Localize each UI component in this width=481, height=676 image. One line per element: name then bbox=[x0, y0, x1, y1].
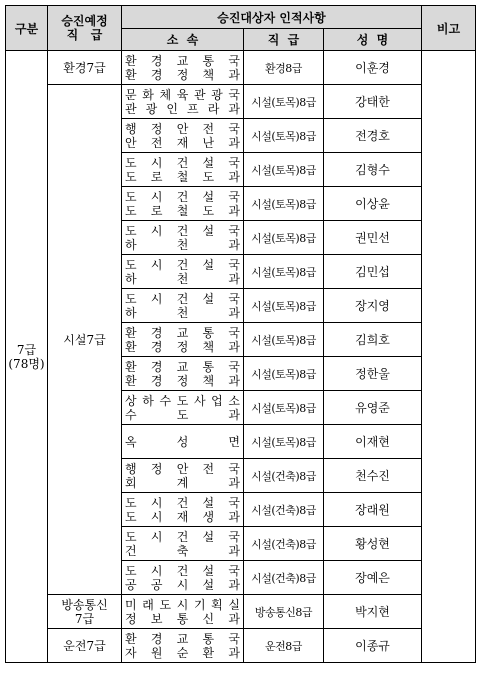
name-cell: 김형수 bbox=[324, 153, 422, 187]
department-line: 환 경 교 통 국 bbox=[125, 325, 240, 340]
header-remarks: 비고 bbox=[422, 6, 476, 51]
division-cell: 7급 (78명) bbox=[6, 51, 48, 663]
department-line: 환 경 교 통 국 bbox=[125, 631, 240, 646]
name-cell: 유영준 bbox=[324, 391, 422, 425]
remarks-cell bbox=[422, 51, 476, 663]
header-name: 성 명 bbox=[324, 29, 422, 51]
table-row bbox=[6, 85, 476, 119]
department-cell bbox=[122, 323, 244, 357]
department-cell bbox=[122, 595, 244, 629]
department-cell bbox=[122, 221, 244, 255]
name-cell: 정한울 bbox=[324, 357, 422, 391]
department-line: 환 경 정 책 과 bbox=[125, 67, 240, 82]
name-cell: 이상윤 bbox=[324, 187, 422, 221]
department-cell bbox=[122, 493, 244, 527]
department-cell bbox=[122, 289, 244, 323]
department-line: 관 광 인 프 라 과 bbox=[125, 101, 240, 116]
target-rank-cell: 환경7급 bbox=[48, 51, 122, 85]
department-line: 하 천 과 bbox=[125, 271, 240, 286]
department-line: 자 원 순 환 과 bbox=[125, 645, 240, 660]
department-line: 도 시 건 설 국 bbox=[125, 257, 240, 272]
table-row bbox=[6, 595, 476, 629]
name-cell: 박지현 bbox=[324, 595, 422, 629]
department-line: 환 경 교 통 국 bbox=[125, 359, 240, 374]
name-cell: 권민선 bbox=[324, 221, 422, 255]
department-line: 행 정 안 전 국 bbox=[125, 121, 240, 136]
current-rank-cell: 시설(토목)8급 bbox=[244, 187, 324, 221]
name-cell: 이종규 bbox=[324, 629, 422, 663]
department-line: 도 시 건 설 국 bbox=[125, 495, 240, 510]
department-line: 안 전 재 난 과 bbox=[125, 135, 240, 150]
department-line: 하 천 과 bbox=[125, 237, 240, 252]
department-cell bbox=[122, 561, 244, 595]
department-line: 도 시 건 설 국 bbox=[125, 529, 240, 544]
current-rank-cell: 운전8급 bbox=[244, 629, 324, 663]
header-target-rank: 승진예정 직 급 bbox=[48, 6, 122, 51]
department-line: 도 시 건 설 국 bbox=[125, 563, 240, 578]
current-rank-cell: 시설(건축)8급 bbox=[244, 493, 324, 527]
current-rank-cell: 시설(건축)8급 bbox=[244, 459, 324, 493]
current-rank-cell: 시설(토목)8급 bbox=[244, 425, 324, 459]
department-line: 건 축 과 bbox=[125, 543, 240, 558]
name-cell: 이훈경 bbox=[324, 51, 422, 85]
current-rank-cell: 시설(토목)8급 bbox=[244, 357, 324, 391]
current-rank-cell: 시설(토목)8급 bbox=[244, 323, 324, 357]
name-cell: 강태한 bbox=[324, 85, 422, 119]
current-rank-cell: 시설(토목)8급 bbox=[244, 85, 324, 119]
department-line: 정 보 통 신 과 bbox=[125, 611, 240, 626]
department-line: 도 시 재 생 과 bbox=[125, 509, 240, 524]
name-cell: 천수진 bbox=[324, 459, 422, 493]
current-rank-cell: 시설(토목)8급 bbox=[244, 391, 324, 425]
department-line: 도 로 철 도 과 bbox=[125, 169, 240, 184]
department-line: 환 경 정 책 과 bbox=[125, 373, 240, 388]
department-line: 도 로 철 도 과 bbox=[125, 203, 240, 218]
header-current-rank: 직 급 bbox=[244, 29, 324, 51]
name-cell: 장래원 bbox=[324, 493, 422, 527]
target-rank-cell: 방송통신 7급 bbox=[48, 595, 122, 629]
department-cell bbox=[122, 357, 244, 391]
department-cell bbox=[122, 425, 244, 459]
department-line: 옥 성 면 bbox=[125, 434, 240, 449]
department-line: 하 천 과 bbox=[125, 305, 240, 320]
table-row bbox=[6, 629, 476, 663]
department-line: 공 공 시 설 과 bbox=[125, 577, 240, 592]
department-line: 환 경 정 책 과 bbox=[125, 339, 240, 354]
name-cell: 황성현 bbox=[324, 527, 422, 561]
department-line: 상 하 수 도 사 업 소 bbox=[125, 393, 240, 408]
name-cell: 김민섭 bbox=[324, 255, 422, 289]
current-rank-cell: 방송통신8급 bbox=[244, 595, 324, 629]
department-line: 수 도 과 bbox=[125, 407, 240, 422]
promotion-candidates-table bbox=[5, 5, 476, 663]
name-cell: 전경호 bbox=[324, 119, 422, 153]
name-cell: 장지영 bbox=[324, 289, 422, 323]
department-line: 도 시 건 설 국 bbox=[125, 189, 240, 204]
department-line: 행 정 안 전 국 bbox=[125, 461, 240, 476]
current-rank-cell: 시설(토목)8급 bbox=[244, 289, 324, 323]
department-cell bbox=[122, 391, 244, 425]
department-cell bbox=[122, 119, 244, 153]
department-cell bbox=[122, 629, 244, 663]
header-department: 소 속 bbox=[122, 29, 244, 51]
target-rank-cell: 시설7급 bbox=[48, 85, 122, 595]
department-line: 문 화 체 육 관 광 국 bbox=[125, 87, 240, 102]
current-rank-cell: 시설(건축)8급 bbox=[244, 527, 324, 561]
current-rank-cell: 시설(토목)8급 bbox=[244, 221, 324, 255]
department-line: 도 시 건 설 국 bbox=[125, 155, 240, 170]
header-candidate-info: 승진대상자 인적사항 bbox=[122, 6, 422, 29]
department-cell bbox=[122, 85, 244, 119]
department-line: 미 래 도 시 기 획 실 bbox=[125, 597, 240, 612]
target-rank-cell: 운전7급 bbox=[48, 629, 122, 663]
promotion-table-container bbox=[5, 5, 476, 663]
current-rank-cell: 환경8급 bbox=[244, 51, 324, 85]
current-rank-cell: 시설(토목)8급 bbox=[244, 255, 324, 289]
name-cell: 장예은 bbox=[324, 561, 422, 595]
header-row-1 bbox=[6, 6, 476, 29]
name-cell: 이재현 bbox=[324, 425, 422, 459]
current-rank-cell: 시설(토목)8급 bbox=[244, 119, 324, 153]
header-division: 구분 bbox=[6, 6, 48, 51]
department-cell bbox=[122, 51, 244, 85]
department-line: 도 시 건 설 국 bbox=[125, 223, 240, 238]
department-cell bbox=[122, 187, 244, 221]
department-cell bbox=[122, 527, 244, 561]
department-line: 환 경 교 통 국 bbox=[125, 53, 240, 68]
department-cell bbox=[122, 153, 244, 187]
department-cell bbox=[122, 459, 244, 493]
current-rank-cell: 시설(토목)8급 bbox=[244, 153, 324, 187]
name-cell: 김희호 bbox=[324, 323, 422, 357]
department-line: 회 계 과 bbox=[125, 475, 240, 490]
department-cell bbox=[122, 255, 244, 289]
department-line: 도 시 건 설 국 bbox=[125, 291, 240, 306]
current-rank-cell: 시설(건축)8급 bbox=[244, 561, 324, 595]
table-row bbox=[6, 51, 476, 85]
